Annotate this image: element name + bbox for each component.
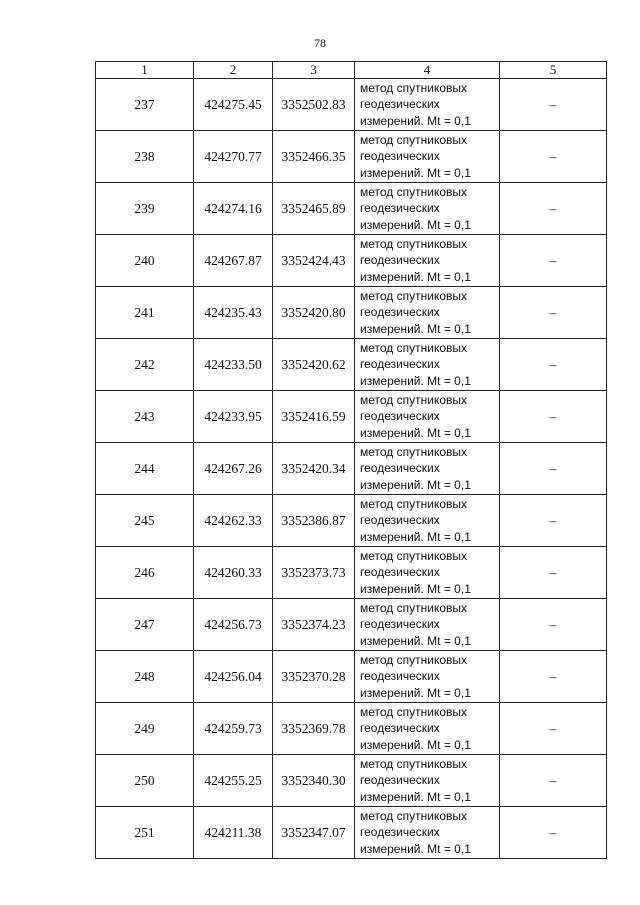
extra-value: – [500, 339, 607, 391]
method-line-2: геодезических [360, 409, 440, 424]
table-row [96, 443, 607, 495]
method-line-3: измерений. Mt = 0,1 [360, 477, 471, 492]
table-row [96, 807, 607, 859]
coordinate-x: 424233.50 [194, 339, 273, 391]
table-row [96, 599, 607, 651]
column-header-5: 5 [500, 62, 607, 79]
method-line-3: измерений. Mt = 0,1 [360, 841, 471, 856]
point-number: 245 [96, 495, 194, 547]
table-row [96, 183, 607, 235]
coordinate-y: 3352340.30 [273, 755, 355, 807]
page-number: 78 [314, 36, 326, 50]
coordinate-y: 3352420.80 [273, 287, 355, 339]
extra-value: – [500, 235, 607, 287]
method-line-1: метод спутниковых [360, 236, 468, 251]
method-line-1: метод спутниковых [360, 808, 468, 823]
method-line-3: измерений. Mt = 0,1 [360, 269, 471, 284]
header-row [96, 62, 607, 79]
method-description [355, 339, 500, 391]
coordinate-y: 3352416.59 [273, 391, 355, 443]
method-line-2: геодезических [360, 669, 440, 684]
method-line-2: геодезических [360, 721, 440, 736]
method-line-3: измерений. Mt = 0,1 [360, 789, 471, 804]
method-line-2: геодезических [360, 773, 440, 788]
point-number: 243 [96, 391, 194, 443]
method-line-2: геодезических [360, 253, 440, 268]
method-description [355, 131, 500, 183]
table-row [96, 651, 607, 703]
coordinate-x: 424267.87 [194, 235, 273, 287]
method-line-1: метод спутниковых [360, 80, 468, 95]
method-line-1: метод спутниковых [360, 288, 468, 303]
point-number: 240 [96, 235, 194, 287]
extra-value: – [500, 391, 607, 443]
extra-value: – [500, 547, 607, 599]
coordinate-x: 424267.26 [194, 443, 273, 495]
extra-value: – [500, 651, 607, 703]
point-number: 246 [96, 547, 194, 599]
extra-value: – [500, 755, 607, 807]
coordinate-x: 424255.25 [194, 755, 273, 807]
coordinate-y: 3352502.83 [273, 79, 355, 131]
coordinate-x: 424270.77 [194, 131, 273, 183]
method-description [355, 755, 500, 807]
table-row [96, 235, 607, 287]
coordinate-x: 424233.95 [194, 391, 273, 443]
coordinate-x: 424259.73 [194, 703, 273, 755]
method-line-3: измерений. Mt = 0,1 [360, 685, 471, 700]
column-header-1: 1 [96, 62, 194, 79]
method-line-2: геодезических [360, 617, 440, 632]
point-number: 239 [96, 183, 194, 235]
method-line-2: геодезических [360, 513, 440, 528]
method-description [355, 235, 500, 287]
point-number: 250 [96, 755, 194, 807]
coordinate-x: 424256.04 [194, 651, 273, 703]
table-row [96, 547, 607, 599]
point-number: 242 [96, 339, 194, 391]
table-row [96, 703, 607, 755]
column-header-2: 2 [194, 62, 273, 79]
point-number: 241 [96, 287, 194, 339]
extra-value: – [500, 287, 607, 339]
method-line-3: измерений. Mt = 0,1 [360, 321, 471, 336]
coordinate-x: 424262.33 [194, 495, 273, 547]
extra-value: – [500, 703, 607, 755]
coordinates-table [95, 61, 607, 859]
extra-value: – [500, 443, 607, 495]
coordinate-y: 3352465.89 [273, 183, 355, 235]
extra-value: – [500, 131, 607, 183]
coordinate-x: 424235.43 [194, 287, 273, 339]
table-body [96, 79, 607, 859]
method-description [355, 79, 500, 131]
coordinate-y: 3352369.78 [273, 703, 355, 755]
method-line-1: метод спутниковых [360, 392, 468, 407]
method-line-3: измерений. Mt = 0,1 [360, 217, 471, 232]
column-header-3: 3 [273, 62, 355, 79]
method-description [355, 183, 500, 235]
method-description [355, 443, 500, 495]
extra-value: – [500, 79, 607, 131]
method-line-3: измерений. Mt = 0,1 [360, 425, 471, 440]
coordinate-x: 424256.73 [194, 599, 273, 651]
extra-value: – [500, 495, 607, 547]
table-row [96, 287, 607, 339]
method-line-3: измерений. Mt = 0,1 [360, 373, 471, 388]
coordinate-y: 3352370.28 [273, 651, 355, 703]
method-line-1: метод спутниковых [360, 548, 468, 563]
table-row [96, 131, 607, 183]
method-line-3: измерений. Mt = 0,1 [360, 529, 471, 544]
table-row [96, 79, 607, 131]
point-number: 249 [96, 703, 194, 755]
method-line-2: геодезических [360, 97, 440, 112]
method-description [355, 287, 500, 339]
method-line-1: метод спутниковых [360, 184, 468, 199]
method-description [355, 703, 500, 755]
point-number: 238 [96, 131, 194, 183]
point-number: 244 [96, 443, 194, 495]
coordinate-y: 3352420.62 [273, 339, 355, 391]
coordinate-y: 3352347.07 [273, 807, 355, 859]
coordinate-y: 3352373.73 [273, 547, 355, 599]
extra-value: – [500, 807, 607, 859]
method-line-2: геодезических [360, 461, 440, 476]
method-line-1: метод спутниковых [360, 704, 468, 719]
extra-value: – [500, 599, 607, 651]
method-line-1: метод спутниковых [360, 600, 468, 615]
method-description [355, 651, 500, 703]
method-line-2: геодезических [360, 201, 440, 216]
method-line-3: измерений. Mt = 0,1 [360, 633, 471, 648]
method-line-2: геодезических [360, 149, 440, 164]
coordinate-y: 3352466.35 [273, 131, 355, 183]
coordinate-x: 424211.38 [194, 807, 273, 859]
column-header-4: 4 [355, 62, 500, 79]
method-line-1: метод спутниковых [360, 652, 468, 667]
coordinate-y: 3352420.34 [273, 443, 355, 495]
coordinate-x: 424275.45 [194, 79, 273, 131]
table-row [96, 495, 607, 547]
method-line-3: измерений. Mt = 0,1 [360, 165, 471, 180]
method-line-3: измерений. Mt = 0,1 [360, 581, 471, 596]
method-line-2: геодезических [360, 565, 440, 580]
coordinate-y: 3352374.23 [273, 599, 355, 651]
method-line-1: метод спутниковых [360, 756, 468, 771]
method-description [355, 391, 500, 443]
method-description [355, 547, 500, 599]
table-row [96, 391, 607, 443]
method-description [355, 599, 500, 651]
method-line-1: метод спутниковых [360, 340, 468, 355]
table-row [96, 755, 607, 807]
method-line-2: геодезических [360, 825, 440, 840]
table-row [96, 339, 607, 391]
point-number: 251 [96, 807, 194, 859]
point-number: 237 [96, 79, 194, 131]
method-line-1: метод спутниковых [360, 496, 468, 511]
coordinate-x: 424260.33 [194, 547, 273, 599]
method-description [355, 807, 500, 859]
method-line-3: измерений. Mt = 0,1 [360, 737, 471, 752]
coordinate-y: 3352386.87 [273, 495, 355, 547]
point-number: 248 [96, 651, 194, 703]
method-description [355, 495, 500, 547]
coordinate-y: 3352424.43 [273, 235, 355, 287]
coordinate-x: 424274.16 [194, 183, 273, 235]
point-number: 247 [96, 599, 194, 651]
extra-value: – [500, 183, 607, 235]
method-line-3: измерений. Mt = 0,1 [360, 113, 471, 128]
method-line-2: геодезических [360, 357, 440, 372]
method-line-1: метод спутниковых [360, 444, 468, 459]
method-line-2: геодезических [360, 305, 440, 320]
method-line-1: метод спутниковых [360, 132, 468, 147]
